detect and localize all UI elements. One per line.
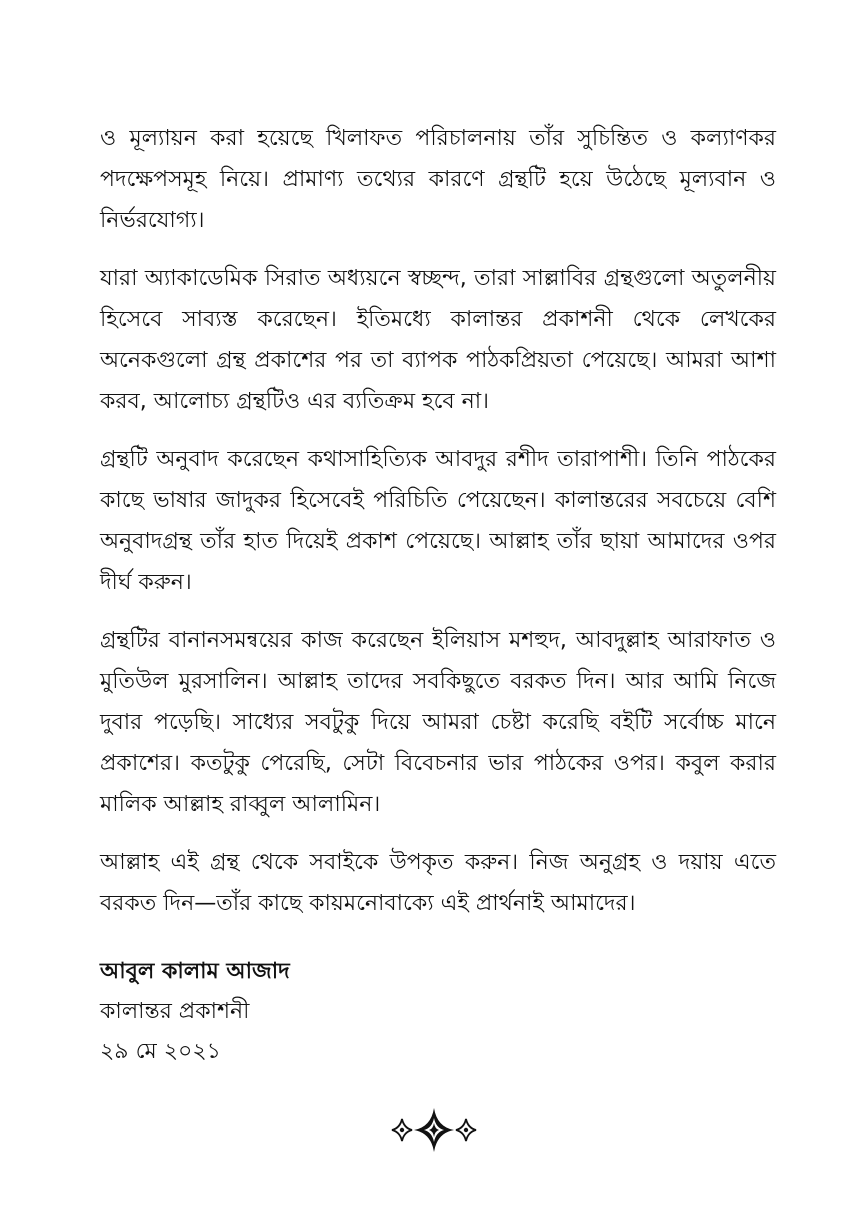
page-body: [100, 118, 776, 1072]
diamond-star-ornament-icon: [384, 1106, 484, 1154]
paragraph-4: গ্রন্থটির বানানসমন্বয়ের কাজ করেছেন ইলিয়াস মশহুদ, আবদুল্লাহ আরাফাত ও মুতিউল মুরসালিন। আল্লাহ তাদের সবকিছুতে বরকত দিন। আর আমি নিজে দুবার পড়েছি। সাধ্যের সবটুকু দিয়ে আমরা চেষ্টা করেছি বইটি সর্বোচ্চ মানে প্রকাশের। কতটুকু পেরেছি, সেটা বিবেচনার ভার পাঠকের ওপর। কবুল করার মালিক আল্লাহ রাব্বুল আলামিন।: [100, 628, 776, 817]
publisher-name: কালান্তর প্রকাশনী: [100, 999, 250, 1024]
signature-block: [100, 952, 776, 1072]
paragraph-5: আল্লাহ এই গ্রন্থ থেকে সবাইকে উপকৃত করুন। নিজ অনুগ্রহ ও দয়ায় এতে বরকত দিন—তাঁর কাছে কায়মনোবাক্যে এই প্রার্থনাই আমাদের।: [100, 850, 776, 916]
paragraph-3: গ্রন্থটি অনুবাদ করেছেন কথাসাহিত্যিক আবদুর রশীদ তারাপাশী। তিনি পাঠকের কাছে ভাষার জাদুকর হিসেবেই পরিচিতি পেয়েছেন। কালান্তরের সবচেয়ে বেশি অনুবাদগ্রন্থ তাঁর হাত দিয়েই প্রকাশ পেয়েছে। আল্লাহ তাঁর ছায়া আমাদের ওপর দীর্ঘ করুন।: [100, 447, 776, 595]
paragraph-2: যারা অ্যাকাডেমিক সিরাত অধ্যয়নে স্বচ্ছন্দ, তারা সাল্লাবির গ্রন্থগুলো অতুলনীয় হিসেবে সাব্যস্ত করেছেন। ইতিমধ্যে কালান্তর প্রকাশনী থেকে লেখকের অনেকগুলো গ্রন্থ প্রকাশের পর তা ব্যাপক পাঠকপ্রিয়তা পেয়েছে। আমরা আশা করব, আলোচ্য গ্রন্থটিও এর ব্যতিক্রম হবে না।: [100, 266, 776, 414]
author-name: আবুল কালাম আজাদ: [100, 959, 290, 984]
signature-date: ২৯ মে ২০২১: [100, 1039, 221, 1064]
paragraph-1: ও মূল্যায়ন করা হয়েছে খিলাফত পরিচালনায় তাঁর সুচিন্তিত ও কল্যাণকর পদক্ষেপসমূহ নিয়ে। প্রামাণ্য তথ্যের কারণে গ্রন্থটি হয়ে উঠেছে মূল্যবান ও নির্ভরযোগ্য।: [100, 126, 776, 233]
